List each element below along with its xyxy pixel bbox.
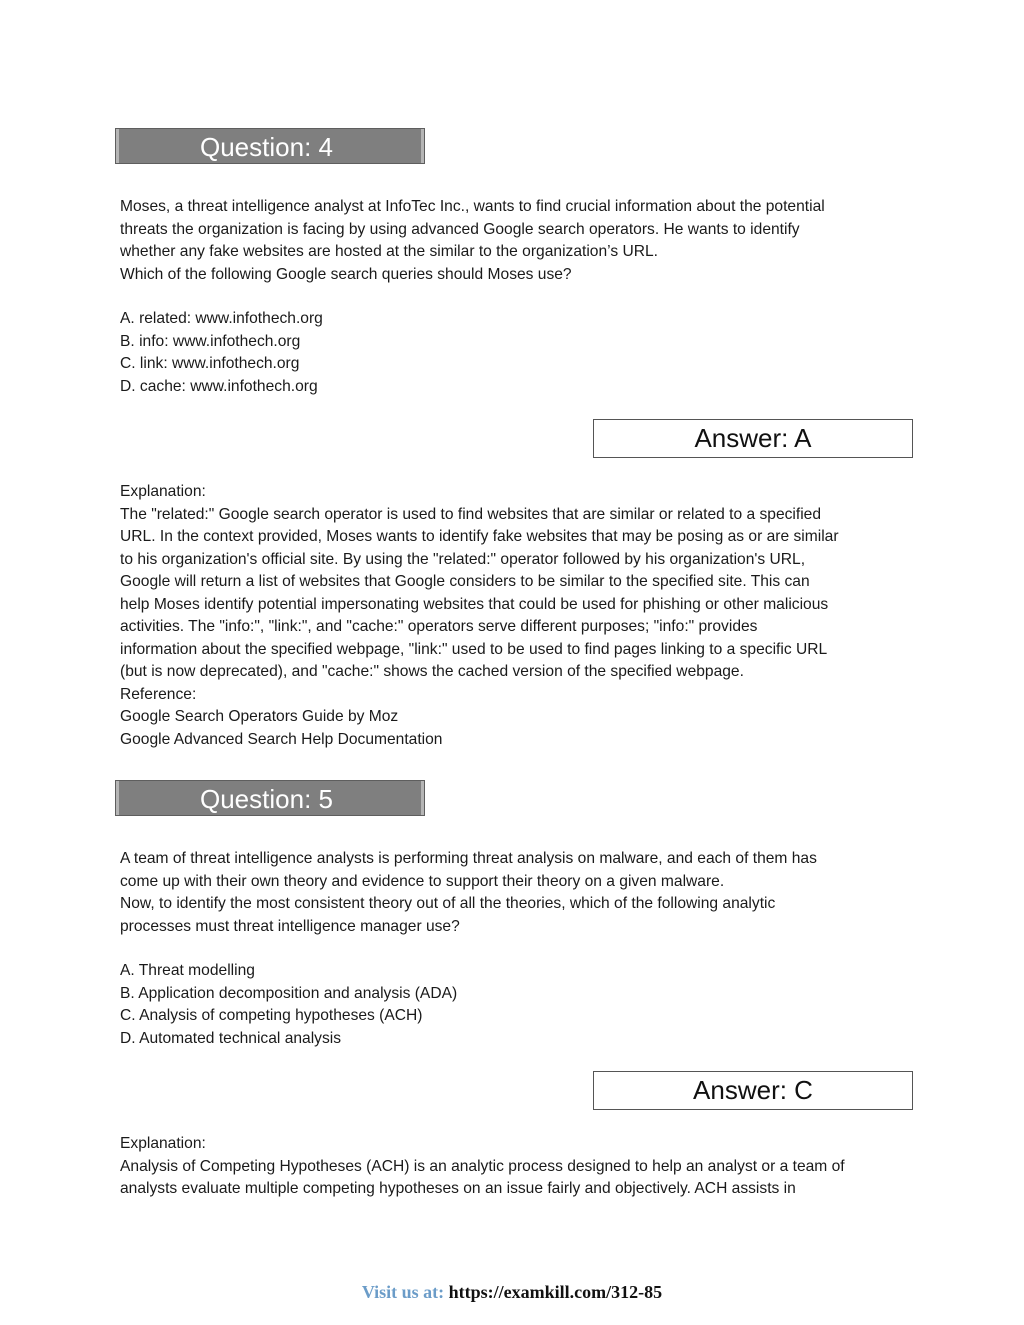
question-4-answer-box xyxy=(593,419,913,458)
option-d: D. cache: www.infothech.org xyxy=(120,377,318,395)
option-c: C. Analysis of competing hypotheses (ACH) xyxy=(120,1007,423,1024)
option-a: A. related: www.infothech.org xyxy=(120,310,323,327)
explanation-line: Explanation: xyxy=(120,483,206,500)
explanation-line: Google Advanced Search Help Documentation xyxy=(120,730,443,748)
stem-line: whether any fake websites are hosted at the similar to the organization’s URL. xyxy=(120,243,658,260)
question-5-options xyxy=(120,960,910,1050)
explanation-line: to his organization's official site. By using the "related:" operator followed by his organization's URL, xyxy=(120,550,806,568)
question-4-heading xyxy=(115,128,425,164)
question-5-stem xyxy=(120,848,910,938)
explanation-line: analysts evaluate multiple competing hypotheses on an issue fairly and objectively. ACH assists in xyxy=(120,1180,796,1197)
stem-line: A team of threat intelligence analysts is performing threat analysis on malware, and each of them has xyxy=(120,850,817,867)
explanation-line: Explanation: xyxy=(120,1135,206,1152)
explanation-line: Google Search Operators Guide by Moz xyxy=(120,708,399,725)
question-5-answer: Answer: C xyxy=(693,1075,813,1105)
explanation-line: Google will return a list of websites that Google considers to be similar to the specified site. This can xyxy=(120,573,810,590)
question-5-heading xyxy=(115,780,425,816)
explanation-line: activities. The "info:", "link:", and "cache:" operators serve different purposes; "info:" provides xyxy=(120,618,758,635)
question-5-title: Question: 5 xyxy=(200,784,333,814)
stem-line: Which of the following Google search queries should Moses use? xyxy=(120,265,572,283)
option-c: C. link: www.infothech.org xyxy=(120,355,300,372)
explanation-line: help Moses identify potential impersonating websites that could be used for phishing or other malicious xyxy=(120,595,829,613)
stem-line: Now, to identify the most consistent theory out of all the theories, which of the following analytic xyxy=(120,895,776,912)
explanation-line: Analysis of Competing Hypotheses (ACH) is an analytic process designed to help an analyst or a team of xyxy=(120,1157,845,1175)
question-5-explanation xyxy=(120,1133,910,1201)
question-5-answer-box xyxy=(593,1071,913,1110)
footer-label: Visit us at: xyxy=(361,1282,449,1302)
footer-link[interactable]: https://examkill.com/312-85 xyxy=(448,1282,663,1302)
page-footer xyxy=(0,1282,1024,1303)
option-a: A. Threat modelling xyxy=(120,962,255,979)
question-4-answer: Answer: A xyxy=(694,423,812,453)
explanation-line: information about the specified webpage, "link:" used to be used to find pages linking to a specific URL xyxy=(120,640,828,658)
stem-line: come up with their own theory and evidence to support their theory on a given malware. xyxy=(120,872,725,890)
question-4-title: Question: 4 xyxy=(200,132,333,162)
stem-line: Moses, a threat intelligence analyst at InfoTec Inc., wants to find crucial information about the potential xyxy=(120,198,825,215)
stem-line: processes must threat intelligence manager use? xyxy=(120,917,460,935)
question-4-options xyxy=(120,308,910,398)
explanation-line: (but is now deprecated), and "cache:" shows the cached version of the specified webpage. xyxy=(120,663,744,680)
explanation-line: Reference: xyxy=(120,685,197,703)
question-4-stem xyxy=(120,196,910,286)
question-4-explanation xyxy=(120,481,910,751)
option-b: B. Application decomposition and analysis (ADA) xyxy=(120,984,458,1002)
stem-line: threats the organization is facing by using advanced Google search operators. He wants to identify xyxy=(120,220,800,238)
explanation-line: URL. In the context provided, Moses wants to identify fake websites that may be posing as or are similar xyxy=(120,528,839,545)
explanation-line: The "related:" Google search operator is used to find websites that are similar or related to a specified xyxy=(120,505,822,523)
option-d: D. Automated technical analysis xyxy=(120,1029,342,1047)
option-b: B. info: www.infothech.org xyxy=(120,332,301,350)
